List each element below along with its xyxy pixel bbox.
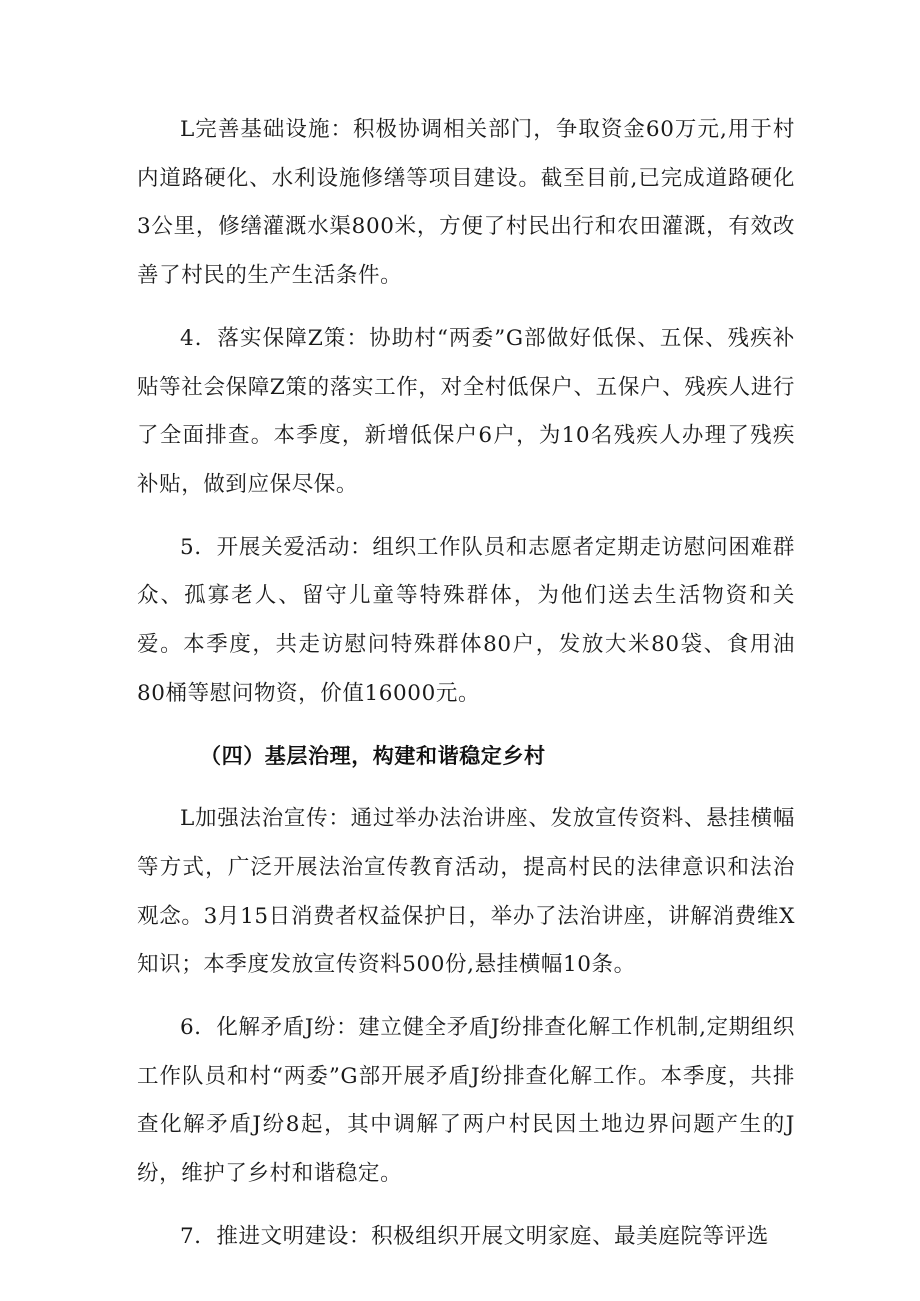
section-heading-governance: （四）基层治理，构建和谐稳定乡村 [200, 744, 546, 769]
paragraph-care-activities: 5．开展关爱活动：组织工作队员和志愿者定期走访慰问困难群众、孤寡老人、留守儿童等特殊群体，为他们送去生活物资和关爱。本季度，共走访慰问特殊群体80户，发放大米80袋、食用油80桶等慰问物资，价值16000元。 [137, 534, 795, 706]
paragraph-infrastructure: L完善基础设施：积极协调相关部门，争取资金60万元,用于村内道路硬化、水利设施修缮等项目建设。截至目前,已完成道路硬化3公里，修缮灌溉水渠800米，方便了村民出行和农田灌溉，有效改善了村民的生产生活条件。 [137, 117, 795, 289]
paragraph-social-security: 4．落实保障Z策：协助村“两委”G部做好低保、五保、残疾补贴等社会保障Z策的落实工作，对全村低保户、五保户、残疾人进行了全面排查。本季度，新增低保户6户，为10名残疾人办理了残疾补贴，做到应保尽保。 [137, 325, 795, 497]
paragraph-civilization-building: 7．推进文明建设：积极组织开展文明家庭、最美庭院等评选 [180, 1223, 769, 1249]
paragraph-legal-publicity: L加强法治宣传：通过举办法治讲座、发放宣传资料、悬挂横幅等方式，广泛开展法治宣传教育活动，提高村民的法律意识和法治观念。3月15日消费者权益保护日，举办了法治讲座，讲解消费维X知识；本季度发放宣传资料500份,悬挂横幅10条。 [137, 806, 795, 978]
document-body [137, 106, 795, 1275]
paragraph-dispute-resolution: 6．化解矛盾J纷：建立健全矛盾J纷排查化解工作机制,定期组织工作队员和村“两委”G部开展矛盾J纷排查化解工作。本季度，共排查化解矛盾J纷8起，其中调解了两户村民因土地边界问题产生的J纷，维护了乡村和谐稳定。 [137, 1014, 795, 1187]
